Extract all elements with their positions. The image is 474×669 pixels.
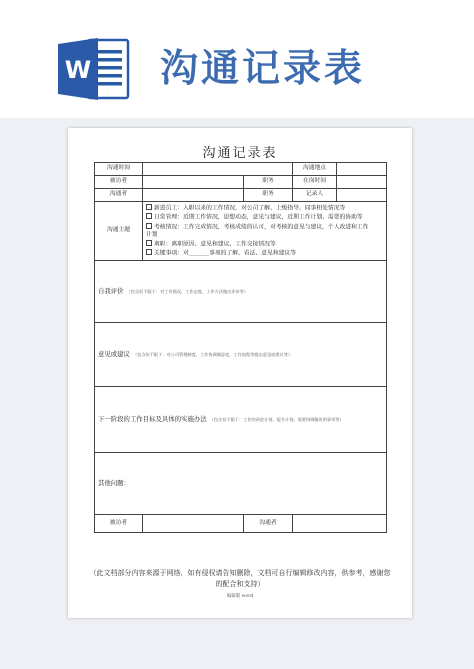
form-row-communicator xyxy=(95,189,387,202)
form-row-topic xyxy=(95,202,387,261)
topic-label: 沟通主题 xyxy=(95,202,143,261)
form-row-suggestions xyxy=(95,323,387,387)
next-stage-hint: （包含但不限于：工作的改进计划，提升计划，需要协调解决的事项等） xyxy=(209,416,344,422)
communicator-label: 沟通者 xyxy=(95,189,143,202)
topic-option-assessment[interactable]: 考核情况：工作完成情况，考核成绩的认可，对考核的意见与建议，个人改进和工作 xyxy=(146,223,383,232)
other-issues-title: 其他问题： xyxy=(98,478,130,487)
communicator-field[interactable] xyxy=(143,189,244,202)
banner-title: 沟通记录表 xyxy=(160,46,366,90)
document-page xyxy=(68,128,412,618)
tenure-label: 在岗时间 xyxy=(293,176,337,189)
recorder-field[interactable] xyxy=(337,189,387,202)
recorder-label: 记录人 xyxy=(293,189,337,202)
place-label: 沟通地点 xyxy=(293,163,337,176)
self-evaluation-section[interactable] xyxy=(95,261,387,323)
topic-options xyxy=(143,202,387,261)
word-icon xyxy=(58,36,130,102)
signature-communicator-field[interactable] xyxy=(293,515,387,533)
interviewee-label: 被访者 xyxy=(95,176,143,189)
suggestions-section[interactable] xyxy=(95,323,387,387)
place-field[interactable] xyxy=(337,163,387,176)
topic-option-assessment-continued: 计划 xyxy=(146,231,158,238)
signature-communicator-label: 沟通者 xyxy=(244,515,293,533)
suggestions-hint: （包含但不限于：对公司管理制度，工作协调满意度，工作流程等提出意见或建议等）： xyxy=(132,351,295,357)
signature-interviewee-field[interactable] xyxy=(143,515,244,533)
form-row-time xyxy=(95,163,387,176)
interviewee-field[interactable] xyxy=(143,176,244,189)
record-form-table xyxy=(94,162,387,533)
form-row-interviewee xyxy=(95,176,387,189)
topic-option-resignation[interactable]: 离职：离职原因、意见和建议、工作交接情况等 xyxy=(146,240,383,249)
banner xyxy=(0,0,474,118)
other-issues-section[interactable] xyxy=(95,453,387,515)
tenure-field[interactable] xyxy=(337,176,387,189)
form-row-next-stage xyxy=(95,387,387,453)
signature-interviewee-label: 被访者 xyxy=(95,515,143,533)
form-row-other xyxy=(95,453,387,515)
self-evaluation-title: 自我评价 xyxy=(98,286,124,295)
document-title: 沟通记录表 xyxy=(202,146,278,161)
self-evaluation-hint: （包含但不限于：对工作情况，工作态度，工作方法做出评价等） xyxy=(126,288,249,294)
form-row-signature xyxy=(95,515,387,533)
next-stage-section[interactable] xyxy=(95,387,387,453)
time-label: 沟通时间 xyxy=(95,163,143,176)
suggestions-title: 意见或建议 xyxy=(98,349,130,358)
topic-option-new-employee[interactable]: 新进员工：入职以来的工作情况，对公司了解、上级指导、同事相处情况等 xyxy=(146,204,383,213)
footer-note: （此文档部分内容来源于网络，如有侵权请告知删除，文档可自行编辑修改内容，供参考，感谢您的配合和支持） xyxy=(89,569,391,588)
checkbox-icon[interactable] xyxy=(146,204,152,210)
svg-text:W: W xyxy=(64,56,92,84)
checkbox-icon[interactable] xyxy=(146,213,152,219)
time-field[interactable] xyxy=(143,163,293,176)
form-row-self-evaluation xyxy=(95,261,387,323)
checkbox-icon[interactable] xyxy=(146,240,152,246)
position2-label: 职务 xyxy=(244,189,293,202)
checkbox-icon[interactable] xyxy=(146,249,152,255)
topic-option-daily-management[interactable]: 日常管理：近期工作情况，思想动态，意见与建议，近期工作计划、需要的协助等 xyxy=(146,213,383,222)
position-label: 职务 xyxy=(244,176,293,189)
topic-option-key-matters[interactable]: 关键事项：对_______事项的了解、看法、意见和建议等 xyxy=(146,249,383,258)
next-stage-title: 下一阶段的工作目标及具体的实施办法 xyxy=(98,414,207,423)
checkbox-icon[interactable] xyxy=(146,223,152,229)
footer-edition: 编辑版 word xyxy=(226,594,254,599)
